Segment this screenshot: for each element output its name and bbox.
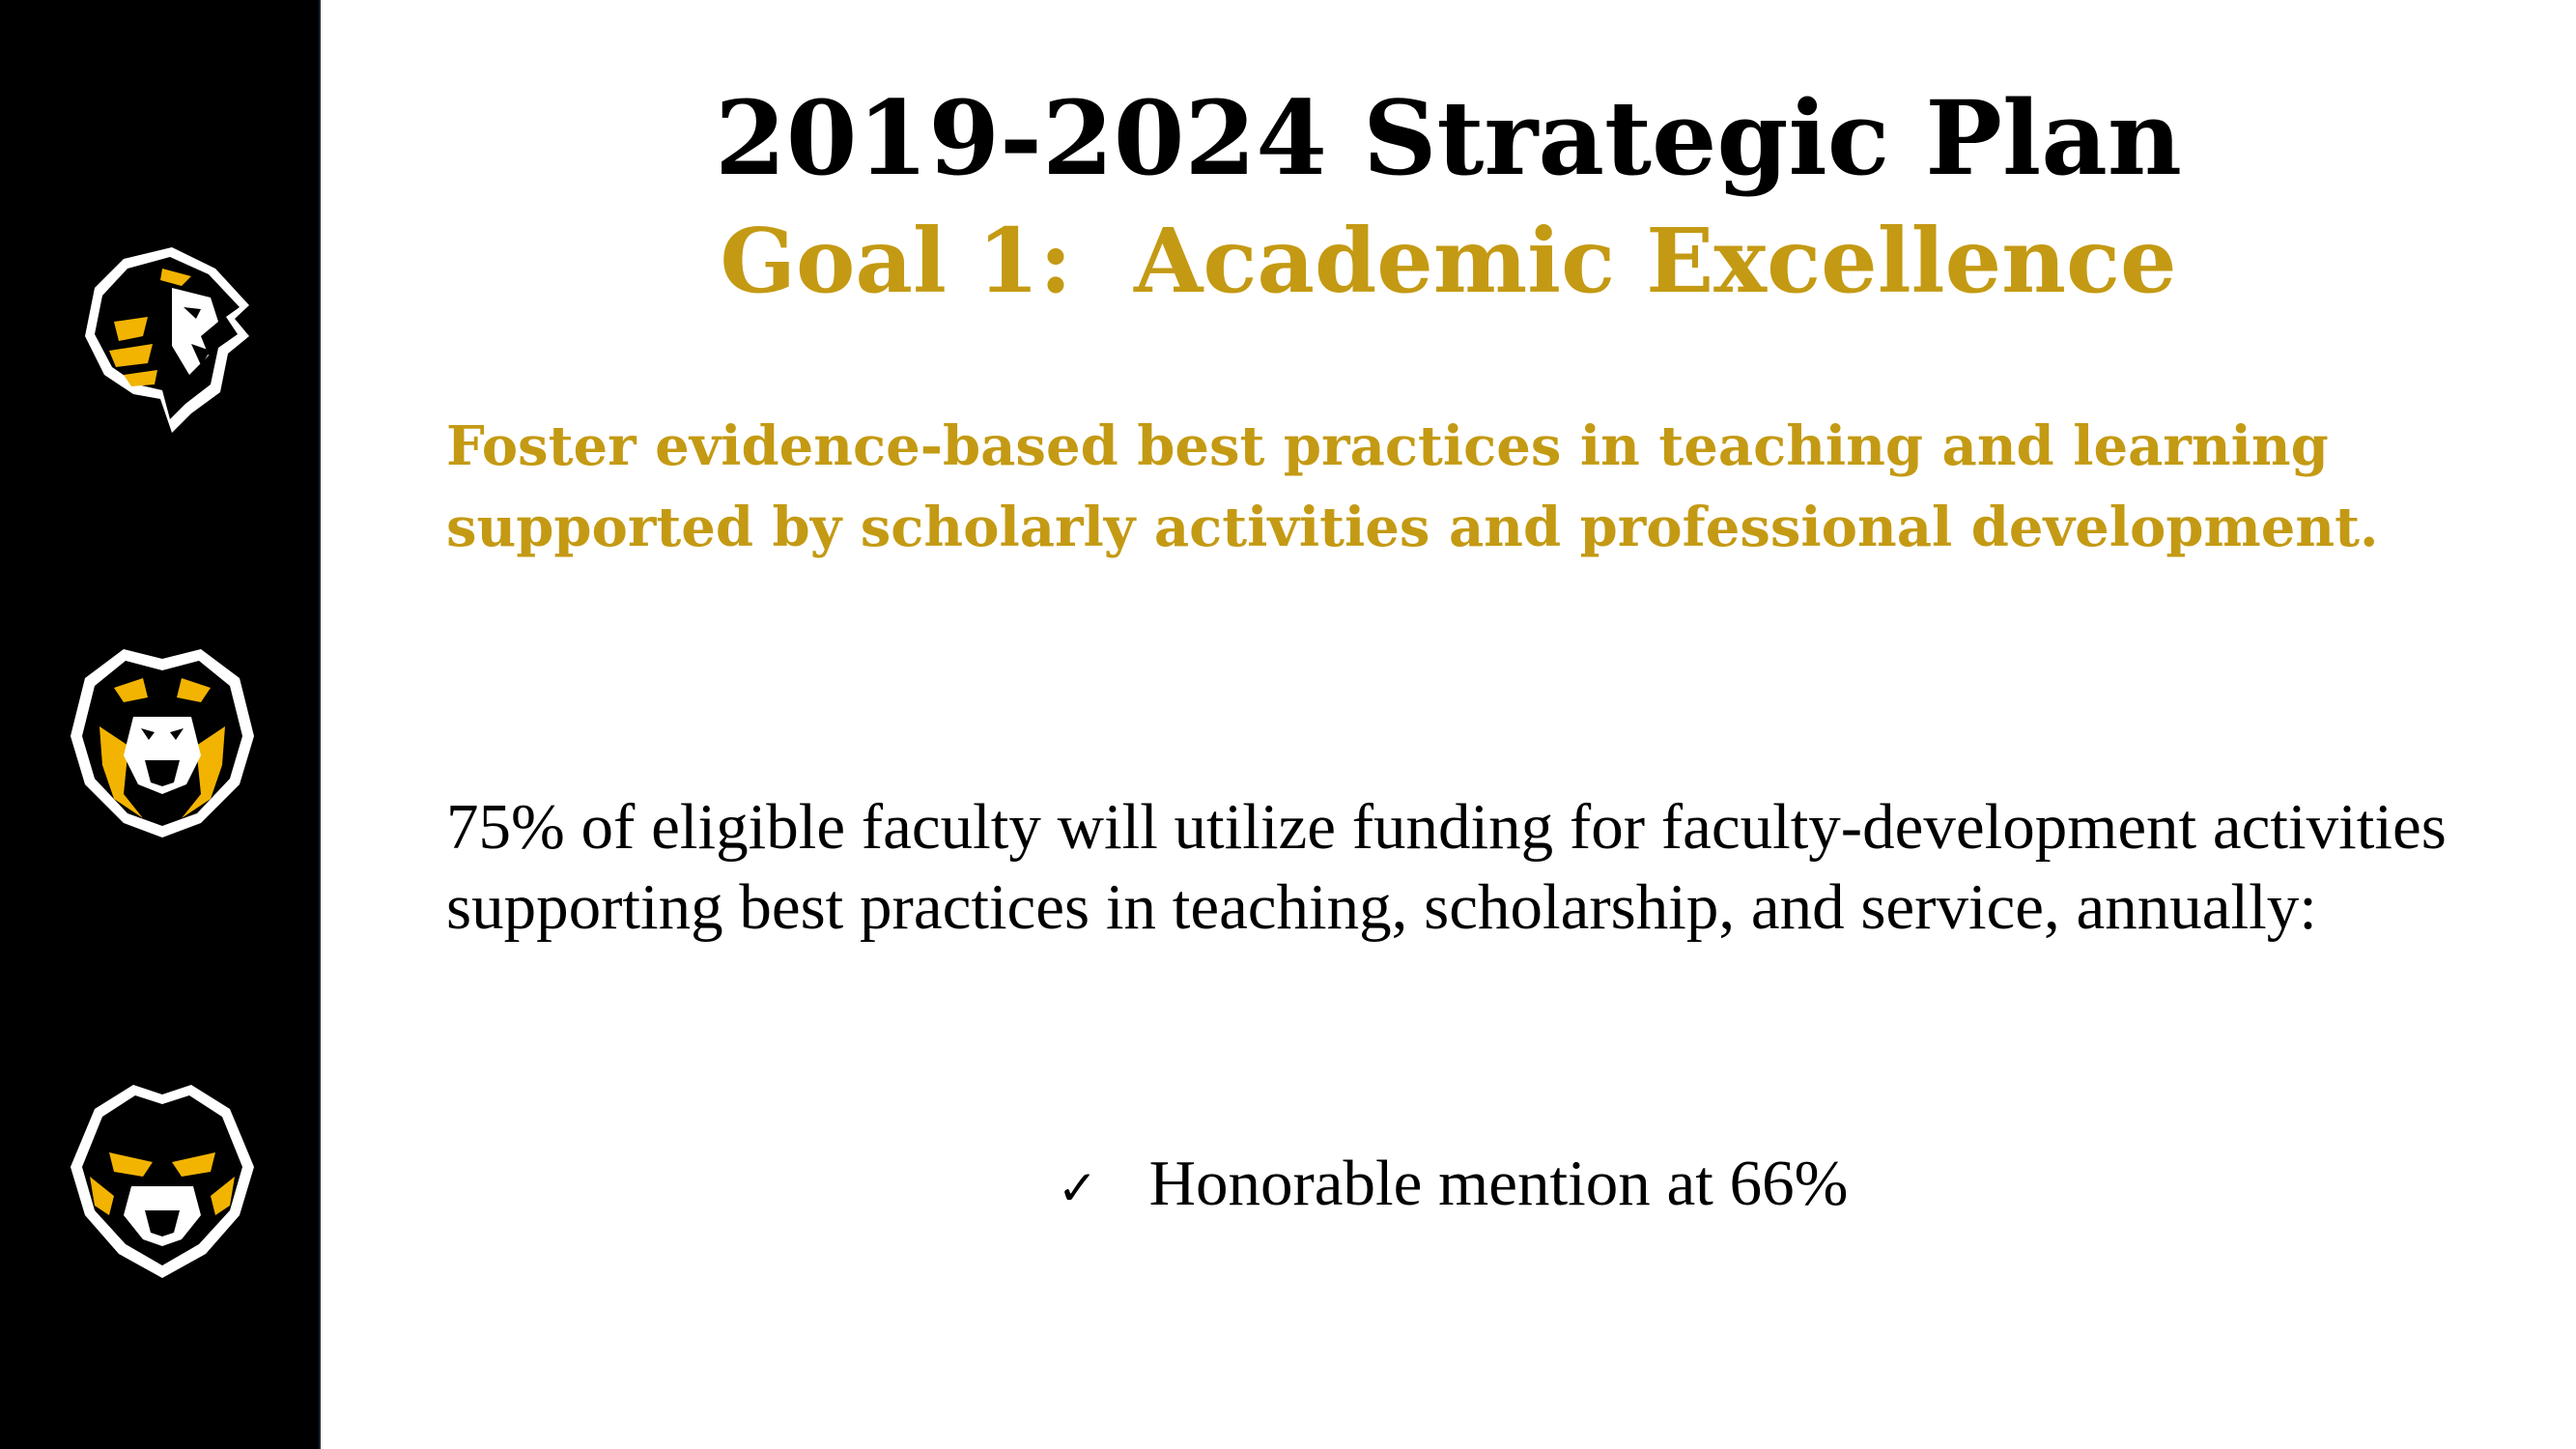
tiger-profile-icon (56, 230, 269, 442)
checklist-item-text: Honorable mention at 66% (1148, 1148, 1849, 1219)
checklist-item (321, 1145, 2576, 1227)
slide-content (321, 0, 2576, 1449)
slide-subtitle: Goal 1: Academic Excellence (720, 209, 2177, 313)
slide-title: 2019-2024 Strategic Plan (715, 77, 2182, 198)
tiger-front-logo (56, 1070, 269, 1283)
goal-statement: Foster evidence-based best practices in teaching and learning supported by scholarly activities and professional development. (446, 414, 2379, 559)
metric-statement: 75% of eligible faculty will utilize funding for faculty-development activities supporting best practices in teaching, scholarship, and service, annually: (446, 791, 2447, 943)
tiger-profile-logo (56, 230, 269, 442)
sidebar (0, 0, 321, 1449)
tiger-front-roaring-logo (56, 630, 269, 842)
tiger-front-roaring-icon (56, 630, 269, 842)
tiger-front-icon (56, 1070, 269, 1283)
checkmark-icon: ✓ (1057, 1160, 1098, 1216)
